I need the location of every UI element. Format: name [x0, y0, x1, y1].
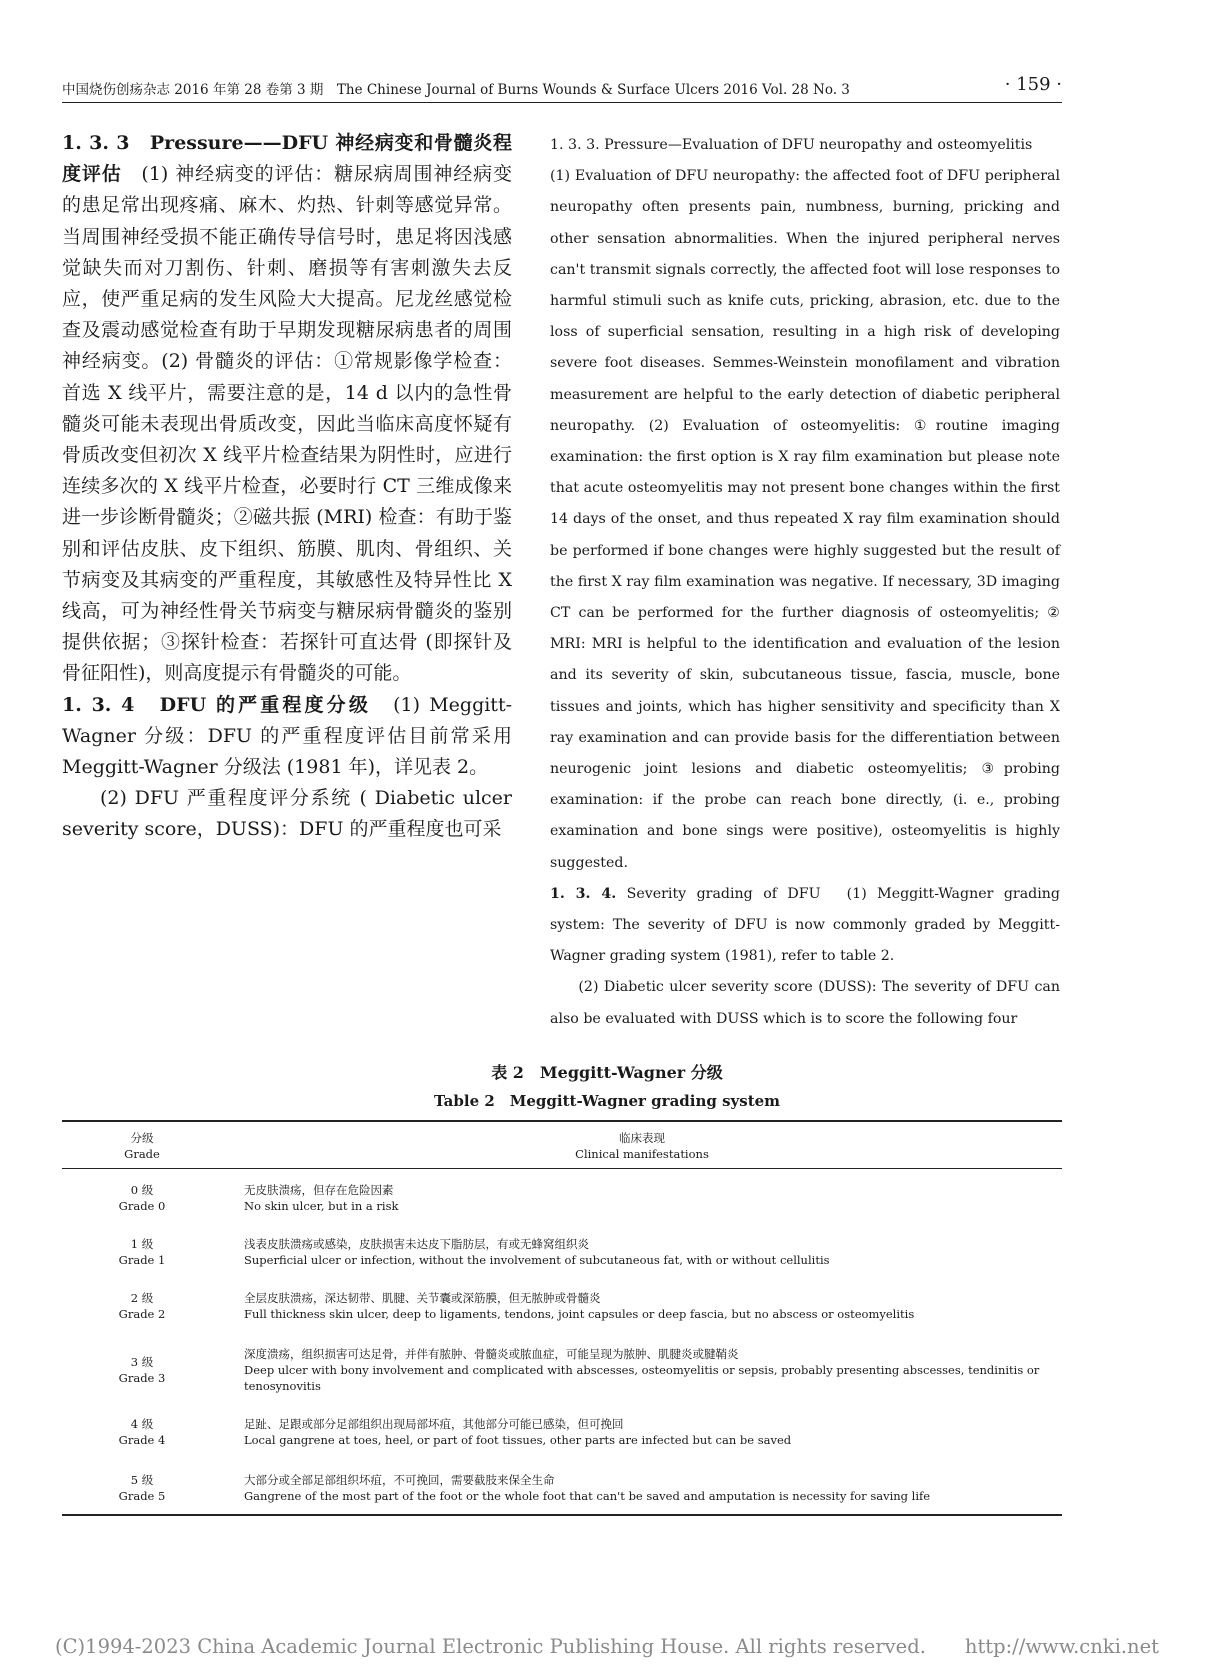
manifestation-cell — [244, 1290, 1062, 1322]
cn-body-1-3-4: (1) Meggitt-Wagner 分级：DFU 的严重程度评估目前常采用 Meggitt-Wagner 分级法 (1981 年)，详见表 2。 — [62, 693, 512, 779]
header-manif-en: Clinical manifestations — [575, 1147, 709, 1161]
header-grade-cn: 分级 — [130, 1131, 154, 1145]
grade-en: Grade 0 — [118, 1199, 166, 1213]
grade-cn: 3 级 — [130, 1355, 154, 1369]
desc-cn: 大部分或全部足部组织坏疽，不可挽回，需要截肢来保全生命 — [244, 1473, 555, 1487]
grade-cell — [62, 1472, 222, 1504]
grade-en: Grade 2 — [118, 1307, 166, 1321]
en-heading-1-3-3: 1. 3. 3. Pressure—Evaluation of DFU neuropathy and osteomyelitis — [550, 137, 1033, 153]
grade-en: Grade 3 — [118, 1371, 166, 1385]
desc-en: Local gangrene at toes, heel, or part of foot tissues, other parts are infected but can be saved — [244, 1433, 792, 1447]
manifestation-cell — [244, 1182, 1062, 1214]
cn-heading-1-3-3: 1. 3. 3 Pressure——DFU 神经病变和骨髓炎程度评估 — [62, 132, 512, 186]
manifestation-cell — [244, 1416, 1062, 1448]
grade-cell — [62, 1290, 222, 1322]
table-bottom-rule — [62, 1514, 1062, 1516]
table-top-rule — [62, 1120, 1062, 1122]
grade-cell — [62, 1416, 222, 1448]
grade-cn: 0 级 — [130, 1183, 154, 1197]
cn-heading-1-3-4: 1. 3. 4 DFU 的严重程度分级 — [62, 693, 371, 716]
manifestation-cell — [244, 1236, 1062, 1268]
grade-cn: 1 级 — [130, 1237, 154, 1251]
en-body-1-3-4: Severity grading of DFU (1) Meggitt-Wagner grading system: The severity of DFU is now commonly graded by Meggitt-Wagner grading system (1981), refer to table 2. — [550, 885, 1061, 965]
desc-cn: 无皮肤溃疡，但存在危险因素 — [244, 1183, 394, 1197]
header-manifestations — [222, 1130, 1062, 1162]
journal-citation: 中国烧伤创疡杂志 2016 年第 28 卷第 3 期 The Chinese Journal of Burns Wounds & Surface Ulcers 2016 Vol. 28 No. 3 — [62, 82, 850, 98]
manifestation-cell — [244, 1472, 1062, 1504]
cn-section-1-3-4 — [62, 690, 512, 784]
grade-cn: 2 级 — [130, 1291, 154, 1305]
grade-cell — [62, 1236, 222, 1268]
header-grade-en: Grade — [124, 1147, 160, 1161]
grade-cell — [62, 1182, 222, 1214]
desc-en: Superficial ulcer or infection, without the involvement of subcutaneous fat, with or without cellulitis — [244, 1253, 830, 1267]
running-header — [62, 74, 1062, 103]
copyright-watermark: (C)1994-2023 China Academic Journal Electronic Publishing House. All rights reserved. http://www.cnki.net — [55, 1635, 1159, 1658]
grade-cn: 5 级 — [130, 1473, 154, 1487]
header-manif-cn: 临床表现 — [619, 1131, 665, 1145]
manifestation-cell — [244, 1346, 1062, 1394]
cn-section-1-3-3 — [62, 128, 512, 690]
cn-body-1-3-3: (1) 神经病变的评估：糖尿病周围神经病变的患足常出现疼痛、麻木、灼热、针刺等感觉异常。当周围神经受损不能正确传导信号时，患足将因浅感觉缺失而对刀割伤、针刺、磨损等有害刺激失去反应，使严重足病的发生风险大大提高。尼龙丝感觉检查及震动感觉检查有助于早期发现糖尿病患者的周围神经病变。(2) 骨髓炎的评估：①常规影像学检查：首选 X 线平片，需要注意的是，14 d 以内的急性骨髓炎可能未表现出骨质改变，因此当临床高度怀疑有骨质改变但初次 X 线平片检查结果为阴性时，应进行连续多次的 X 线平片检查，必要时行 CT 三维成像来进一步诊断骨髓炎；②磁共振 (MRI) 检查：有助于鉴别和评估皮肤、皮下组织、筋膜、肌肉、骨组织、关节病变及其病变的严重程度，其敏感性及特异性比 X 线高，可为神经性骨关节病变与糖尿病骨髓炎的鉴别提供依据；③探针检查：若探针可直达骨 (即探针及骨征阳性)，则高度提示有骨髓炎的可能。 — [62, 163, 512, 685]
en-heading-1-3-4: 1. 3. 4. — [550, 885, 617, 902]
en-paragraph-duss: (2) Diabetic ulcer severity score (DUSS): The severity of DFU can also be evaluated with DUSS which is to score the following four — [550, 979, 1060, 1027]
cn-paragraph-duss: (2) DFU 严重程度评分系统 ( Diabetic ulcer severity score，DUSS)：DFU 的严重程度也可采 — [62, 787, 512, 841]
desc-cn: 全层皮肤溃疡，深达韧带、肌腱、关节囊或深筋膜，但无脓肿或骨髓炎 — [244, 1291, 601, 1305]
desc-en: Gangrene of the most part of the foot or the whole foot that can't be saved and amputation is necessity for saving life — [244, 1489, 931, 1503]
table-header-rule — [62, 1168, 1062, 1169]
table-title-en: Table 2 Meggitt-Wagner grading system — [433, 1092, 781, 1110]
grade-cell — [62, 1354, 222, 1386]
desc-en: Deep ulcer with bony involvement and complicated with abscesses, osteomyelitis or sepsis, probably presenting abscesses, tendinitis or tenosynovitis — [244, 1363, 1040, 1393]
chinese-column — [62, 128, 512, 846]
en-body-1-3-3: (1) Evaluation of DFU neuropathy: the affected foot of DFU peripheral neuropathy often presents pain, numbness, burning, pricking and other sensation abnormalities. When the injured peripheral nerves can't transmit signals correctly, the affected foot will lose responses to harmful stimuli such as knife cuts, pricking, abrasion, etc. due to the loss of superficial sensation, resulting in a high risk of developing severe foot diseases. Semmes-Weinstein monofilament and vibration measurement are helpful to the early detection of diabetic peripheral neuropathy. (2) Evaluation of osteomyelitis: ①routine imaging examination: the first option is X ray film examination but please note that acute osteomyelitis may not present bone changes within the first 14 days of the onset, and thus repeated X ray film examination should be performed if bone changes were highly suggested but the result of the first X ray film examination was negative. If necessary, 3D imaging CT can be performed for the further diagnosis of osteomyelitis; ② MRI: MRI is helpful to the identification and evaluation of the lesion and its severity of skin, subcutaneous tissue, fascia, muscle, bone tissues and joints, which has higher sensitivity and specificity than X ray examination and can provide basis for the differentiation between neurogenic joint lesions and diabetic osteomyelitis; ③probing examination: if the probe can reach bone directly, (i. e., probing examination and bone sings were positive), osteomyelitis is highly suggested. — [550, 168, 1060, 871]
header-grade — [62, 1130, 222, 1162]
en-section-1-3-4 — [550, 879, 1060, 973]
desc-cn: 足趾、足跟或部分足部组织出现局部坏疽，其他部分可能已感染，但可挽回 — [244, 1417, 624, 1431]
desc-en: No skin ulcer, but in a risk — [244, 1199, 399, 1213]
desc-en: Full thickness skin ulcer, deep to ligaments, tendons, joint capsules or deep fascia, but no abscess or osteomyelitis — [244, 1307, 915, 1321]
desc-cn: 深度溃疡，组织损害可达足骨，并伴有脓肿、骨髓炎或脓血症，可能呈现为脓肿、肌腱炎或腱鞘炎 — [244, 1347, 739, 1361]
table-title-cn: 表 2 Meggitt-Wagner 分级 — [491, 1063, 723, 1082]
grade-en: Grade 4 — [118, 1433, 166, 1447]
page-number: · 159 · — [1004, 74, 1062, 95]
grade-cn: 4 级 — [130, 1417, 154, 1431]
desc-cn: 浅表皮肤溃疡或感染，皮肤损害未达皮下脂肪层，有或无蜂窝组织炎 — [244, 1237, 589, 1251]
english-column — [550, 130, 1060, 1035]
grade-en: Grade 5 — [118, 1489, 166, 1503]
grade-en: Grade 1 — [118, 1253, 166, 1267]
